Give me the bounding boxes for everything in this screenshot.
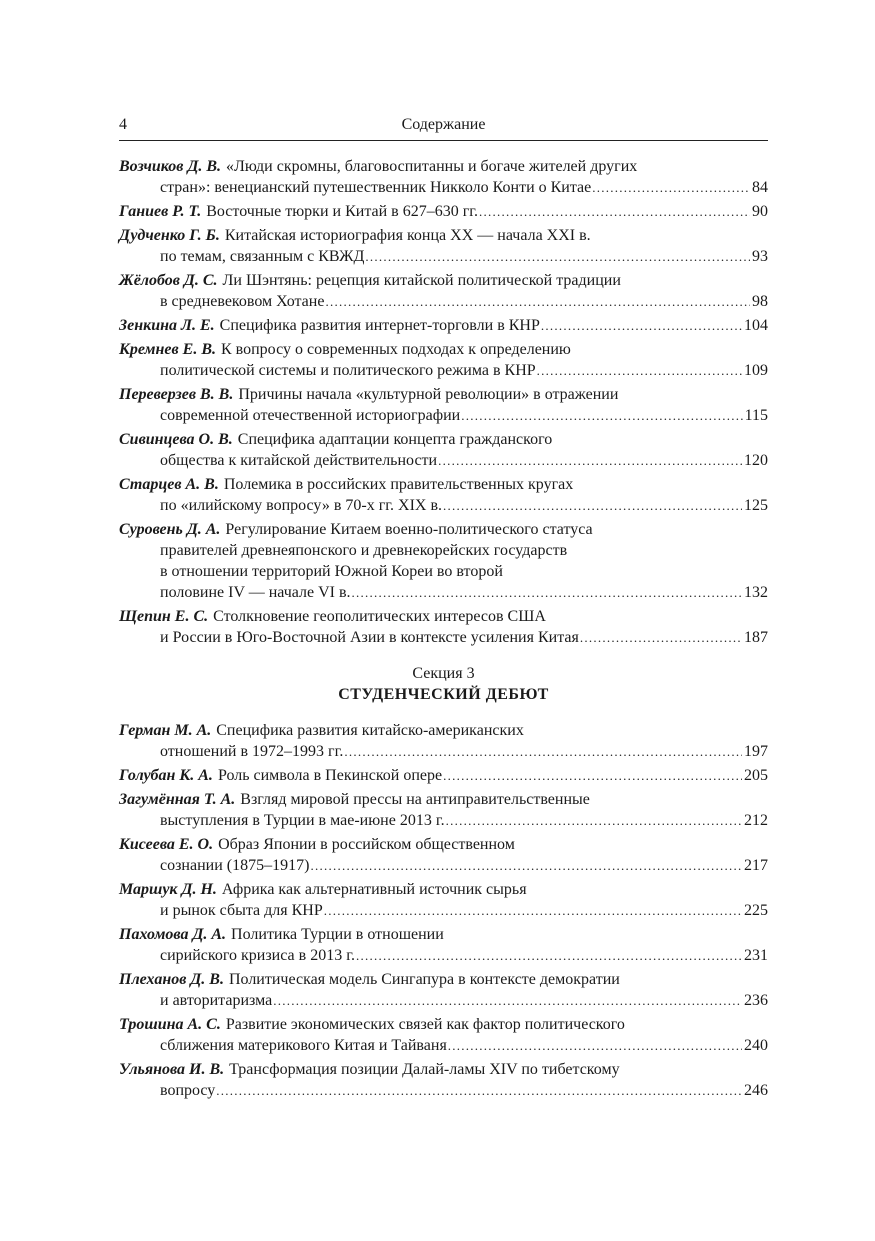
- toc-entry-line: [119, 1059, 768, 1080]
- dot-leader: [324, 900, 742, 921]
- toc-author: Кисеева Е. О.: [119, 836, 214, 853]
- toc-title-text: «Люди скромны, благовоспитанны и богаче жителей других: [226, 158, 638, 175]
- toc-title-text: сближения материкового Китая и Тайваня: [160, 1037, 447, 1054]
- dot-leader: [479, 201, 750, 222]
- toc-title-text: Специфика развития интернет-торговли в КНР: [219, 317, 540, 334]
- toc-page-number: 240: [744, 1037, 768, 1054]
- toc-entry-line: [119, 606, 768, 627]
- toc-title-text: Регулирование Китаем военно-политического статуса: [225, 521, 593, 538]
- toc-author: Зенкина Л. Е.: [119, 317, 215, 334]
- dot-leader: [216, 1080, 742, 1101]
- toc-author: Загумённая Т. А.: [119, 791, 236, 808]
- toc-entry: [119, 270, 768, 312]
- toc-page-number: 197: [744, 743, 768, 760]
- toc-entry: [119, 924, 768, 966]
- toc-entry: [119, 474, 768, 516]
- toc-title-text: Китайская историография конца XX — начала XXI в.: [224, 227, 591, 244]
- toc-page-number: 93: [752, 248, 768, 265]
- toc-entry-line: [119, 177, 768, 198]
- dot-leader: [344, 741, 742, 762]
- toc-author: Сивинцева О. В.: [119, 431, 233, 448]
- toc-entry-line: [119, 741, 768, 762]
- toc-entry-line: [119, 291, 768, 312]
- toc-author: Жёлобов Д. С.: [119, 272, 218, 289]
- toc-entry: [119, 429, 768, 471]
- toc-title-text: и авторитаризма: [160, 992, 273, 1009]
- toc-entry-line: [119, 855, 768, 876]
- toc-entry-line: [119, 225, 768, 246]
- toc-title-text: Причины начала «культурной революции» в отражении: [238, 386, 619, 403]
- toc-list: [119, 720, 768, 1101]
- dot-leader: [365, 246, 750, 267]
- toc-title-text: в отношении территорий Южной Кореи во второй: [160, 563, 503, 580]
- toc-title-text: Полемика в российских правительственных кругах: [223, 476, 574, 493]
- dot-leader: [356, 945, 742, 966]
- toc-title-text: Восточные тюрки и Китай в 627–630 гг.: [206, 203, 479, 220]
- toc-title-text: Развитие экономических связей как фактор политического: [225, 1016, 625, 1033]
- dot-leader: [541, 315, 742, 336]
- toc-title-text: Роль символа в Пекинской опере: [217, 767, 443, 784]
- toc-author: Ульянова И. В.: [119, 1061, 225, 1078]
- toc-entry-line: [119, 270, 768, 291]
- toc-entry-line: [119, 879, 768, 900]
- toc-page-number: 84: [752, 179, 768, 196]
- toc-author: Суровень Д. А.: [119, 521, 221, 538]
- toc-entry-line: [119, 519, 768, 540]
- toc-author: Кремнев Е. В.: [119, 341, 216, 358]
- toc-author: Ганиев Р. Т.: [119, 203, 202, 220]
- toc-entry: [119, 969, 768, 1011]
- toc-title-text: Специфика адаптации концепта гражданского: [237, 431, 553, 448]
- toc-title-text: в средневековом Хотане: [160, 293, 325, 310]
- toc-entry: [119, 156, 768, 198]
- toc-entry: [119, 519, 768, 603]
- toc-title-text: Трансформация позиции Далай-ламы XIV по тибетскому: [229, 1061, 620, 1078]
- toc-entry-line: [119, 360, 768, 381]
- toc-entry-line: [119, 765, 768, 786]
- toc-entry: [119, 606, 768, 648]
- toc-page-number: 125: [744, 497, 768, 514]
- toc-entry-line: [119, 582, 768, 603]
- toc-page-number: 212: [744, 812, 768, 829]
- toc-title-text: отношений в 1972–1993 гг.: [160, 743, 344, 760]
- toc-page-number: 90: [752, 203, 768, 220]
- toc-page-number: 115: [744, 407, 768, 424]
- toc-author: Возчиков Д. В.: [119, 158, 222, 175]
- dot-leader: [310, 855, 742, 876]
- toc-entry-line: [119, 1014, 768, 1035]
- toc-entry-line: [119, 945, 768, 966]
- toc-title-text: Политика Турции в отношении: [231, 926, 444, 943]
- toc-page-number: 98: [752, 293, 768, 310]
- toc-entry: [119, 834, 768, 876]
- toc-entry-line: [119, 1035, 768, 1056]
- toc-title-text: и рынок сбыта для КНР: [160, 902, 323, 919]
- toc-author: Маршук Д. Н.: [119, 881, 217, 898]
- running-title: Содержание: [401, 116, 486, 133]
- dot-leader: [592, 177, 750, 198]
- dot-leader: [352, 582, 742, 603]
- toc-title-text: Ли Шэнтянь: рецепция китайской политической традиции: [222, 272, 621, 289]
- toc-page-number: 225: [744, 902, 768, 919]
- toc-title-text: политической системы и политического режима в КНР: [160, 362, 536, 379]
- toc-entry: [119, 1014, 768, 1056]
- toc-entry-line: [119, 246, 768, 267]
- toc-page-number: 246: [744, 1082, 768, 1099]
- dot-leader: [273, 990, 742, 1011]
- dot-leader: [446, 810, 742, 831]
- toc-entry: [119, 201, 768, 222]
- toc-page-number: 205: [744, 767, 768, 784]
- toc-page-number: 132: [744, 584, 768, 601]
- toc-entry-line: [119, 201, 768, 222]
- toc-author: Дудченко Г. Б.: [119, 227, 220, 244]
- toc-entry-line: [119, 540, 768, 561]
- dot-leader: [438, 450, 742, 471]
- toc-author: Щепин Е. С.: [119, 608, 209, 625]
- toc-entry: [119, 879, 768, 921]
- toc-author: Герман М. А.: [119, 722, 212, 739]
- dot-leader: [580, 627, 742, 648]
- toc-author: Пахомова Д. А.: [119, 926, 227, 943]
- toc-entry-line: [119, 627, 768, 648]
- toc-entry-line: [119, 450, 768, 471]
- toc-page-number: 120: [744, 452, 768, 469]
- toc-entry: [119, 765, 768, 786]
- toc-entry-line: [119, 720, 768, 741]
- toc-entry-line: [119, 789, 768, 810]
- toc-author: Плеханов Д. В.: [119, 971, 224, 988]
- section-title: СТУДЕНЧЕСКИЙ ДЕБЮТ: [338, 686, 549, 703]
- toc-title-text: вопросу: [160, 1082, 216, 1099]
- dot-leader: [461, 405, 742, 426]
- toc-entry-line: [119, 990, 768, 1011]
- dot-leader: [325, 291, 750, 312]
- toc-entry-line: [119, 969, 768, 990]
- page-header: [119, 114, 768, 141]
- toc-page-number: 109: [744, 362, 768, 379]
- page-number: 4: [119, 116, 127, 133]
- toc-title-text: Африка как альтернативный источник сырья: [221, 881, 527, 898]
- dot-leader: [448, 1035, 742, 1056]
- toc-author: Старцев А. В.: [119, 476, 219, 493]
- toc-entry: [119, 384, 768, 426]
- toc-title-text: стран»: венецианский путешественник Никколо Конти о Китае: [160, 179, 592, 196]
- toc-title-text: половине IV — начале VI в.: [160, 584, 351, 601]
- toc-title-text: по темам, связанным с КВЖД: [160, 248, 365, 265]
- toc-entry-line: [119, 429, 768, 450]
- toc-entry: [119, 315, 768, 336]
- toc-title-text: сирийского кризиса в 2013 г.: [160, 947, 355, 964]
- toc-entry-line: [119, 561, 768, 582]
- document-page: [119, 114, 768, 1104]
- toc-title-text: Образ Японии в российском общественном: [218, 836, 515, 853]
- toc-entry-line: [119, 156, 768, 177]
- toc-entry: [119, 225, 768, 267]
- toc-entry-line: [119, 405, 768, 426]
- toc-title-text: К вопросу о современных подходах к определению: [221, 341, 571, 358]
- toc-page-number: 217: [744, 857, 768, 874]
- dot-leader: [443, 765, 742, 786]
- toc-entry-line: [119, 924, 768, 945]
- dot-leader: [537, 360, 742, 381]
- toc-entry-line: [119, 384, 768, 405]
- toc-entry-line: [119, 339, 768, 360]
- toc-entry-line: [119, 495, 768, 516]
- toc-entry: [119, 789, 768, 831]
- toc-entry-line: [119, 474, 768, 495]
- toc-list: [119, 156, 768, 648]
- section-heading: [119, 663, 768, 706]
- toc-entry-line: [119, 810, 768, 831]
- toc-title-text: выступления в Турции в мае-июне 2013 г.: [160, 812, 445, 829]
- toc-title-text: правителей древнеяпонского и древнекорейских государств: [160, 542, 568, 559]
- toc-entry-line: [119, 900, 768, 921]
- toc-page-number: 236: [744, 992, 768, 1009]
- toc-page-number: 104: [744, 317, 768, 334]
- toc-title-text: Столкновение геополитических интересов США: [213, 608, 546, 625]
- toc-entry-line: [119, 834, 768, 855]
- toc-entry-line: [119, 315, 768, 336]
- toc-title-text: по «илийскому вопросу» в 70-х гг. XIX в.: [160, 497, 443, 514]
- toc-author: Переверзев В. В.: [119, 386, 234, 403]
- toc-page-number: 187: [744, 629, 768, 646]
- toc-author: Голубан К. А.: [119, 767, 213, 784]
- toc-entry-line: [119, 1080, 768, 1101]
- dot-leader: [443, 495, 742, 516]
- toc-entry: [119, 339, 768, 381]
- toc-title-text: современной отечественной историографии: [160, 407, 461, 424]
- toc-author: Трошина А. С.: [119, 1016, 221, 1033]
- toc-page-number: 231: [744, 947, 768, 964]
- toc-title-text: общества к китайской действительности: [160, 452, 438, 469]
- toc-title-text: сознании (1875–1917): [160, 857, 310, 874]
- toc-title-text: Взгляд мировой прессы на антиправительственные: [240, 791, 590, 808]
- toc-title-text: Специфика развития китайско-американских: [216, 722, 524, 739]
- toc-entry: [119, 720, 768, 762]
- toc-entry: [119, 1059, 768, 1101]
- toc-title-text: и России в Юго-Восточной Азии в контексте усиления Китая: [160, 629, 579, 646]
- section-label: Секция 3: [412, 665, 475, 682]
- toc-title-text: Политическая модель Сингапура в контексте демократии: [228, 971, 620, 988]
